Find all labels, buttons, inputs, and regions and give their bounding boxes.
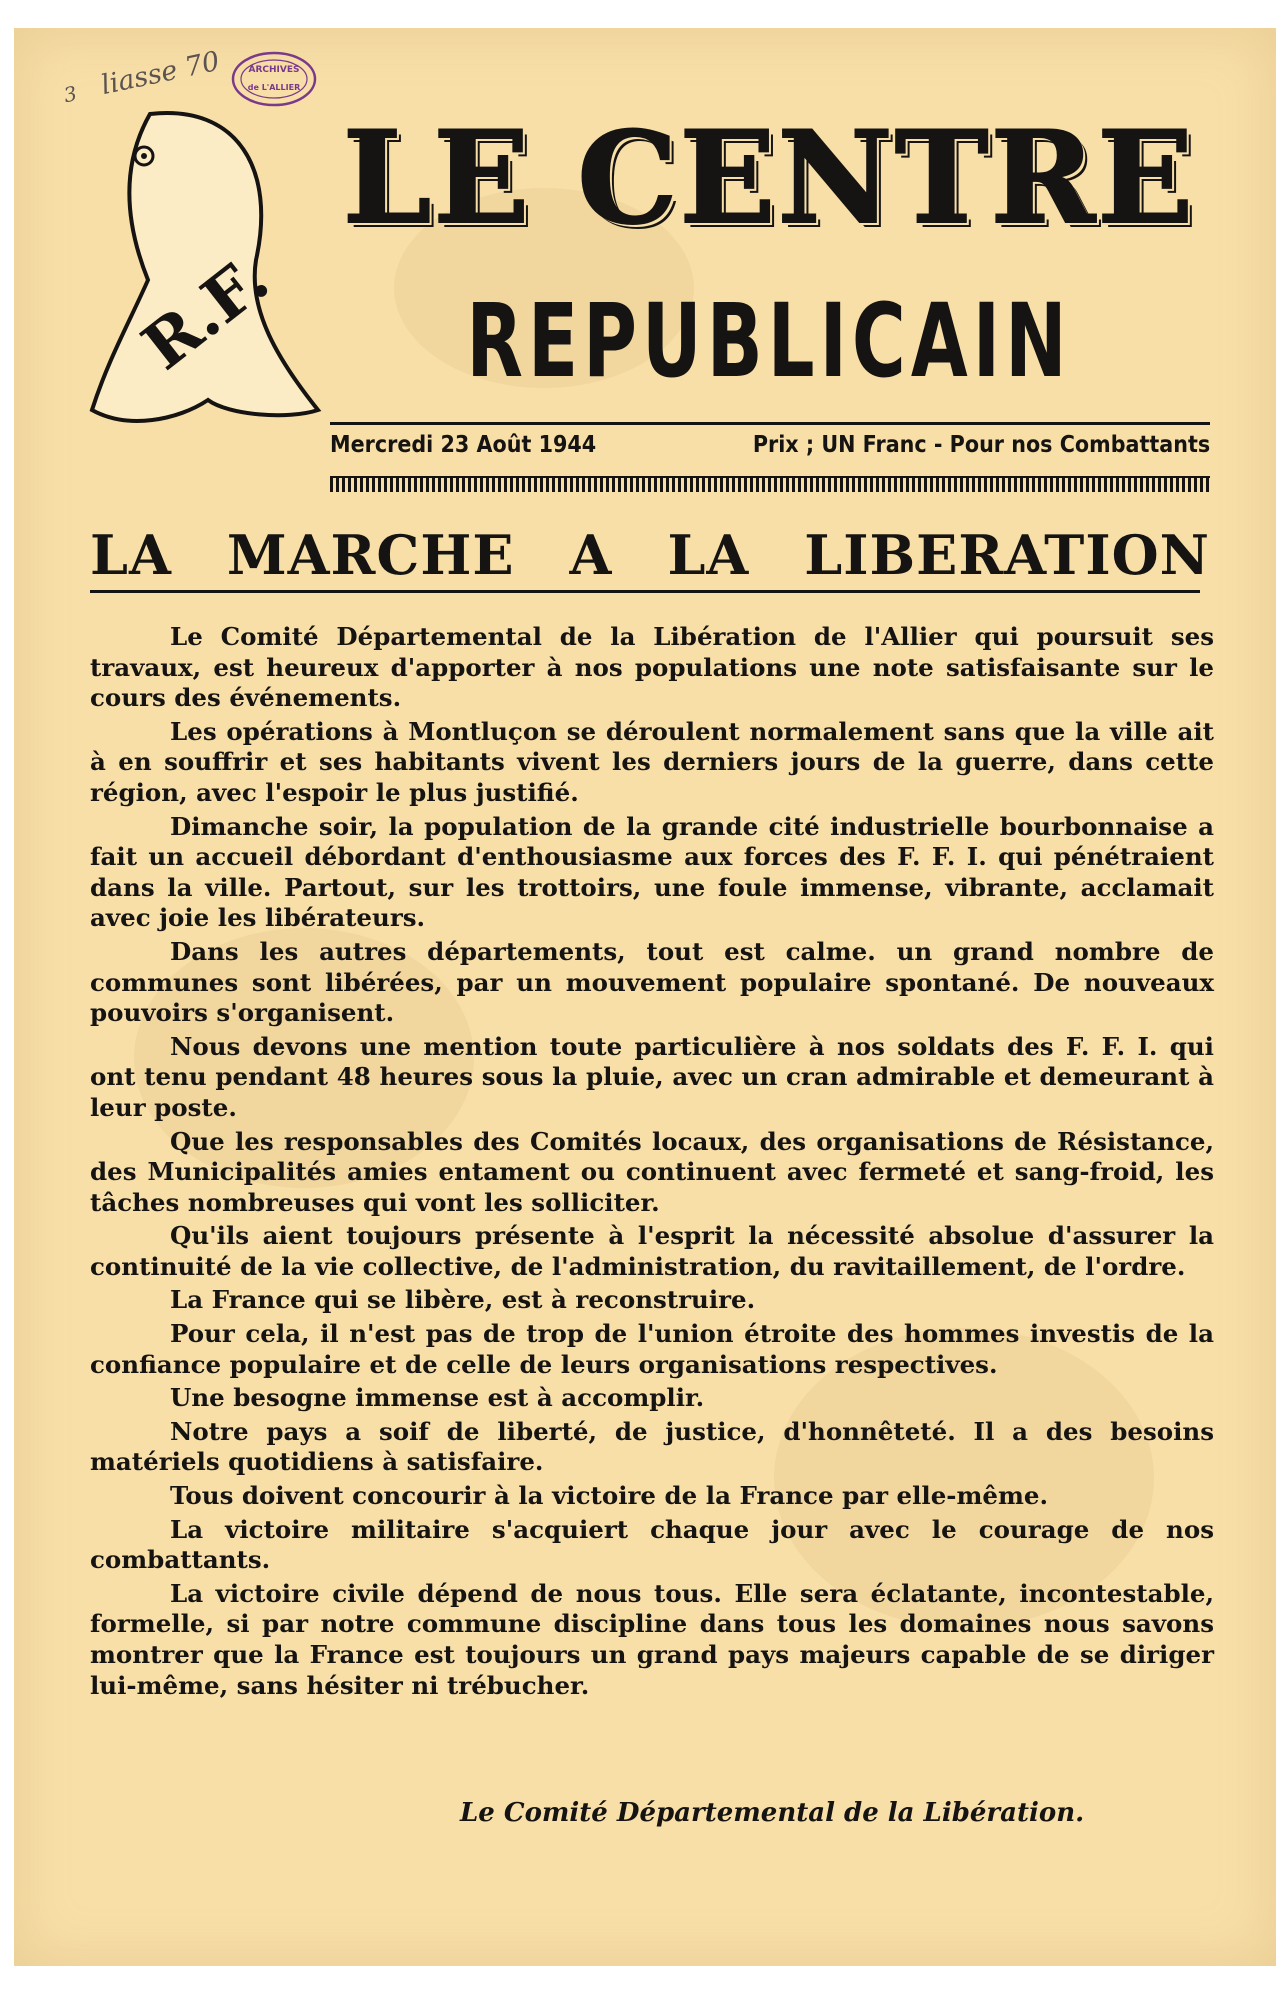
article-paragraph: Que les responsables des Comités locaux, des organisations de Résistance, des Municipalités amies entament ou continuent avec fermeté et sang-froid, les tâches nombreuses qui vont les solliciter. xyxy=(90,1126,1214,1217)
svg-text:de L'ALLIER: de L'ALLIER xyxy=(247,83,301,92)
svg-text:ARCHIVES: ARCHIVES xyxy=(248,65,300,75)
article-paragraph: Une besogne immense est à accomplir. xyxy=(170,1383,705,1413)
dateline xyxy=(330,432,1210,458)
issue-date: Mercredi 23 Août 1944 xyxy=(330,432,597,458)
phrygian-cap-icon xyxy=(88,110,328,440)
signature: Le Comité Départemental de la Libération. xyxy=(460,1798,1085,1828)
headline-rule xyxy=(90,590,1200,593)
article-paragraph: Le Comité Départemental de la Libération de l'Allier qui poursuit ses travaux, est heureux d'apporter à nos populations une note satisfaisante sur le cours des événements. xyxy=(90,622,1214,713)
article-paragraph: Les opérations à Montluçon se déroulent normalement sans que la ville ait à en souffrir et ses habitants vivent les derniers jours de la guerre, dans cette région, avec l'espoir le plus justifié. xyxy=(90,716,1214,807)
article-paragraph: Dans les autres départements, tout est calme. un grand nombre de communes sont libérées, par un mouvement populaire spontané. De nouveaux pouvoirs s'organisent. xyxy=(90,936,1214,1028)
article-body xyxy=(90,622,1214,1704)
article-paragraph: Nous devons une mention toute particulière à nos soldats des F. F. I. qui ont tenu pendant 48 heures sous la pluie, avec un cran admirable et demeurant à leur poste. xyxy=(90,1031,1214,1122)
masthead-subtitle: REPUBLICAIN xyxy=(466,282,1072,401)
article-paragraph: La victoire civile dépend de nous tous. Elle sera éclatante, incontestable, formelle, si par notre commune discipline dans tous les domaines nous savons montrer que la France est toujours un grand pays majeurs capable de se diriger lui-même, sans hésiter ni trébucher. xyxy=(90,1578,1214,1700)
article-paragraph: Dimanche soir, la population de la grande cité industrielle bourbonnaise a fait un accueil débordant d'enthousiasme aux forces des F. F. I. qui pénétraient dans la ville. Partout, sur les trottoirs, une foule immense, vibrante, acclamait avec joie les libérateurs. xyxy=(90,811,1214,933)
article-paragraph: La victoire militaire s'acquiert chaque jour avec le courage de nos combattants. xyxy=(90,1514,1214,1575)
article-paragraph: Qu'ils aient toujours présente à l'esprit la nécessité absolue d'assurer la continuité de la vie collective, de l'administration, du ravitaillement, de l'ordre. xyxy=(90,1221,1214,1281)
svg-text:R.F.: R.F. xyxy=(128,241,283,385)
article-paragraph: La France qui se libère, est à reconstruire. xyxy=(170,1285,756,1315)
decorative-rule xyxy=(330,476,1210,492)
archive-stamp xyxy=(230,50,318,108)
headline: LA MARCHE A LA LIBERATION xyxy=(90,523,1210,587)
masthead-rule xyxy=(330,422,1210,425)
article-paragraph: Tous doivent concourir à la victoire de la France par elle-même. xyxy=(170,1481,1049,1511)
issue-price: Prix ; UN Franc - Pour nos Combattants xyxy=(752,432,1210,458)
article-paragraph: Pour cela, il n'est pas de trop de l'union étroite des hommes investis de la confiance populaire et de celle de leurs organisations respectives. xyxy=(90,1319,1214,1379)
handwritten-note: 3 liasse 70 xyxy=(61,45,223,108)
article-paragraph: Notre pays a soif de liberté, de justice, d'honnêteté. Il a des besoins matériels quotidiens à satisfaire. xyxy=(90,1416,1214,1477)
masthead-title: LE CENTRE xyxy=(342,104,1196,252)
